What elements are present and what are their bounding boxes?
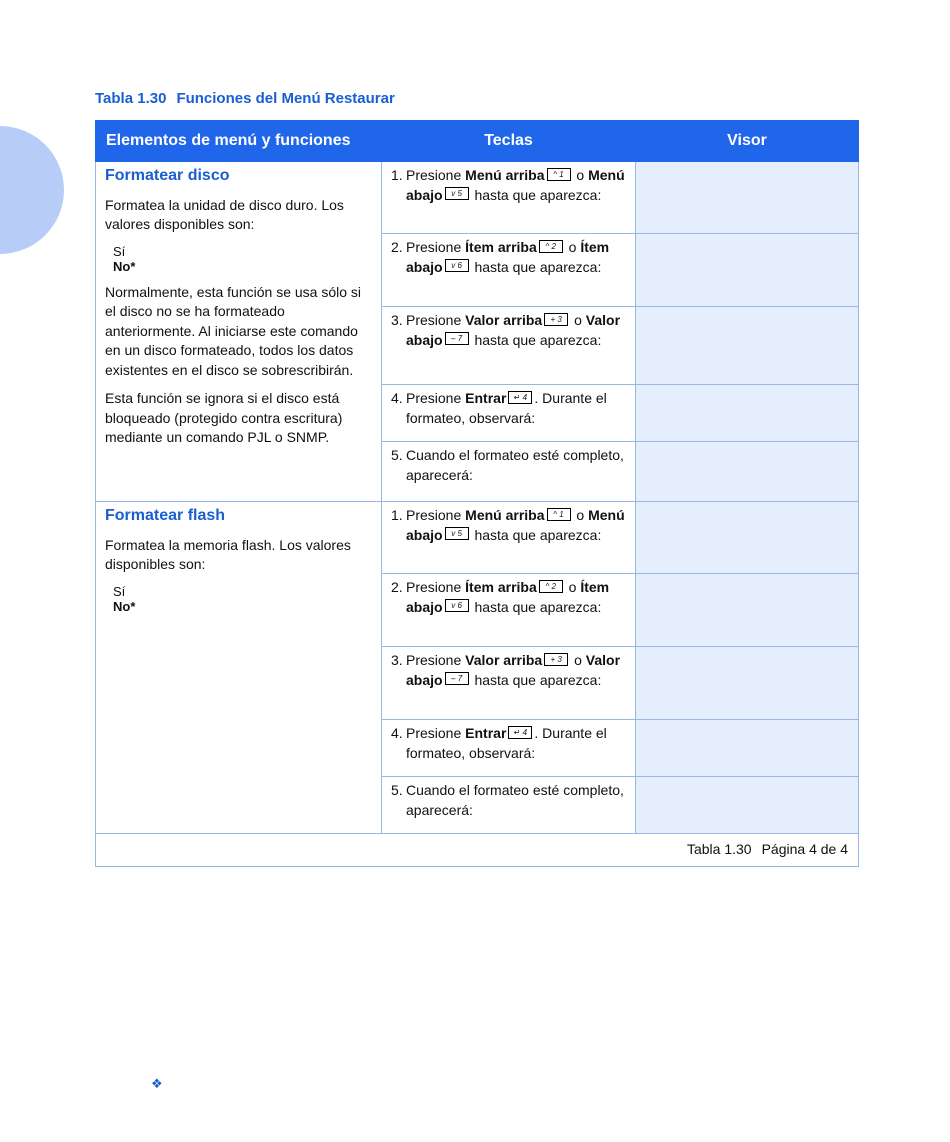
display-cell	[636, 385, 859, 442]
step-cell	[382, 442, 636, 502]
step-3: 3. Presione Valor arriba + 3 o Valor abajo – 7 hasta que aparezca:	[391, 312, 621, 348]
display-cell	[636, 307, 859, 385]
step-2: 2. Presione Ítem arriba ^ 2 o Ítem abajo v 6 hasta que aparezca:	[391, 239, 610, 275]
table-title: Funciones del Menú Restaurar	[176, 90, 395, 107]
table-number: Tabla 1.30	[95, 90, 167, 107]
table-row	[96, 162, 859, 234]
footer-page-indicator: Página 4 de 4	[761, 841, 848, 858]
footer-table-number: Tabla 1.30	[686, 841, 752, 858]
diamond-bullet-icon: ❖	[151, 1076, 163, 1091]
table-caption	[95, 90, 395, 107]
option-value: Sí	[113, 243, 126, 259]
table-row	[96, 502, 859, 574]
header-keys: Teclas	[382, 121, 636, 162]
display-cell	[636, 502, 859, 574]
step-cell	[382, 720, 636, 777]
display-cell	[636, 162, 859, 234]
step-cell	[382, 574, 636, 647]
item-down-key-icon: v 6	[445, 599, 469, 612]
step-5: 5. Cuando el formateo esté completo, aparecerá:	[391, 782, 624, 818]
value-down-key-icon: – 7	[445, 332, 469, 345]
item-description: Formatea la unidad de disco duro. Los valores disponibles son:	[105, 196, 344, 232]
table-header-row	[96, 121, 859, 162]
display-cell	[636, 442, 859, 502]
display-cell	[636, 574, 859, 647]
step-cell	[382, 307, 636, 385]
item-description: Formatea la memoria flash. Los valores disponibles son:	[105, 536, 351, 572]
item-down-key-icon: v 6	[445, 259, 469, 272]
step-2: 2. Presione Ítem arriba ^ 2 o Ítem abajo v 6 hasta que aparezca:	[391, 579, 610, 615]
step-cell	[382, 234, 636, 307]
restore-menu-table	[95, 120, 859, 867]
step-cell	[382, 647, 636, 720]
display-cell	[636, 777, 859, 834]
option-value: Sí	[113, 583, 126, 599]
item-options	[113, 244, 373, 274]
side-tab-decoration	[0, 126, 64, 254]
step-1: 1. Presione Menú arriba ^ 1 o Menú abajo v 5 hasta que aparezca:	[391, 167, 625, 203]
item-description: Esta función se ignora si el disco está bloqueado (protegido contra escritura) mediante un comando PJL o SNMP.	[105, 390, 343, 445]
item-title: Formatear disco	[105, 167, 230, 184]
item-description: Normalmente, esta función se usa sólo si el disco no se ha formateado anteriormente. Al iniciarse este comando en un disco formateado, todos los datos existentes en el disco se sobrescribirán.	[105, 283, 362, 378]
step-5: 5. Cuando el formateo esté completo, aparecerá:	[391, 447, 624, 483]
step-cell	[382, 162, 636, 234]
display-cell	[636, 234, 859, 307]
item-up-key-icon: ^ 2	[539, 580, 563, 593]
item-options	[113, 584, 373, 614]
step-3: 3. Presione Valor arriba + 3 o Valor abajo – 7 hasta que aparezca:	[391, 652, 621, 688]
enter-key-icon: ↵ 4	[508, 726, 532, 739]
header-menu-items: Elementos de menú y funciones	[96, 121, 382, 162]
menu-down-key-icon: v 5	[445, 527, 469, 540]
table-footer	[96, 834, 859, 867]
menu-up-key-icon: ^ 1	[547, 508, 571, 521]
step-cell	[382, 385, 636, 442]
item-up-key-icon: ^ 2	[539, 240, 563, 253]
display-cell	[636, 720, 859, 777]
value-up-key-icon: + 3	[544, 313, 568, 326]
option-default-value: No*	[113, 258, 136, 274]
enter-key-icon: ↵ 4	[508, 391, 532, 404]
item-cell-format-disk	[96, 162, 382, 502]
value-up-key-icon: + 3	[544, 653, 568, 666]
menu-up-key-icon: ^ 1	[547, 168, 571, 181]
step-4: 4. Presione Entrar ↵ 4 . Durante el formateo, observará:	[391, 390, 607, 426]
option-default-value: No*	[113, 598, 136, 614]
step-4: 4. Presione Entrar ↵ 4 . Durante el formateo, observará:	[391, 725, 607, 761]
item-title: Formatear flash	[105, 507, 226, 524]
display-cell	[636, 647, 859, 720]
step-1: 1. Presione Menú arriba ^ 1 o Menú abajo v 5 hasta que aparezca:	[391, 507, 625, 543]
item-cell-format-flash	[96, 502, 382, 834]
header-display: Visor	[636, 121, 859, 162]
table-footer-row	[96, 834, 859, 867]
step-cell	[382, 502, 636, 574]
step-cell	[382, 777, 636, 834]
value-down-key-icon: – 7	[445, 672, 469, 685]
menu-down-key-icon: v 5	[445, 187, 469, 200]
